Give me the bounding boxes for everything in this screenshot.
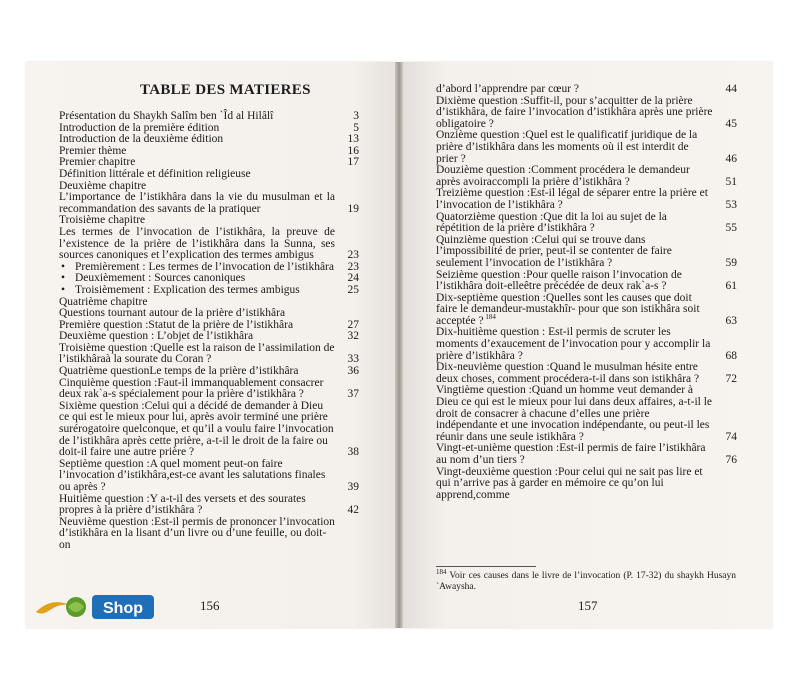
toc-entry-title: Deuxième question : L’objet de l’istikhâra	[59, 330, 254, 343]
toc-entry	[436, 235, 737, 270]
toc-entry-title: Dix-neuvième question :Quand le musulman hésite entre deux choses, comment procédera-t-il dans son istikhâra ?	[436, 361, 700, 385]
toc-entry-title: Huitième question :Y a-t-il des versets et des sourates propres à la prière d’istikhâra ?	[59, 492, 306, 517]
toc-entry-title: Quinzième question :Celui qui se trouve dans l’impossibilité de prier, peut-il se contenter de faire seulement l’invocation de l’istikhâra ?	[436, 233, 672, 269]
toc-entry	[59, 343, 359, 366]
toc-entry-page: 19	[347, 202, 359, 215]
toc-entry	[436, 362, 737, 385]
toc-entry-page: 36	[347, 365, 359, 378]
toc-entry	[436, 327, 737, 362]
toc-entry-page: 33	[347, 353, 359, 366]
left-toc-list	[59, 111, 359, 552]
toc-entry-title: Définition littérale et définition religieuse	[59, 167, 251, 180]
toc-entry	[59, 459, 359, 494]
toc-entry-title: Douzième question :Comment procédera le demandeur après avoiraccompli la prière d’istikhâra ?	[436, 164, 690, 188]
toc-entry-title: Cinquième question :Faut-il immanquablement consacrer deux rak`a-s spécialement pour la prière d’istikhâra ?	[59, 376, 324, 401]
toc-entry	[59, 517, 359, 552]
toc-entry-page: 24	[347, 272, 359, 285]
toc-entry	[59, 378, 359, 401]
toc-entry	[59, 169, 359, 181]
toc-entry-page: 42	[347, 504, 359, 517]
toc-entry-title: Quatrième chapitre	[59, 295, 148, 308]
toc-entry-page: 68	[725, 349, 737, 362]
toc-entry-page: 61	[725, 280, 737, 293]
toc-entry-page: 37	[347, 388, 359, 401]
toc-entry-page: 13	[347, 133, 359, 146]
footnote-ref: 184	[483, 313, 496, 322]
toc-entry-title: Onzième question :Quel est le qualificatif juridique de la prière d’istikhâra dans les moments où il est interdit de prier ?	[436, 129, 698, 165]
toc-entry-page: 45	[725, 117, 737, 130]
toc-entry-title: • Troisièmement : Explication des termes ambigus	[75, 283, 300, 296]
toc-entry-title: Première question :Statut de la prière de l’istikhâra	[59, 318, 294, 331]
toc-entry-page: 59	[725, 256, 737, 269]
toc-entry-title: Vingt-et-unième question :Est-il permis de faire l’istikhâra au nom d’un tiers ?	[436, 442, 706, 466]
toc-entry-title: Introduction de la deuxième édition	[59, 133, 224, 146]
toc-entry-page: 3	[353, 110, 359, 122]
toc-entry-title: Septième question :A quel moment peut-on faire l’invocation d’istikhâra,est-ce avant les salutations finales ou après ?	[59, 457, 326, 493]
toc-entry-title: Vingtième question :Quand un homme veut demander à Dieu ce qui est le mieux pour lui dans deux affaires, a-t-il le droit de consacrer à chacune d’elles une prière indépendante et une invocation indépendante, ou peut-il les réunir dans une seule istikhâra ?	[436, 384, 713, 443]
toc-entry	[436, 84, 737, 96]
toc-entry-page: 63	[725, 314, 737, 327]
footnote	[436, 567, 736, 593]
toc-entry-page: 53	[725, 198, 737, 211]
toc-entry-title: L’importance de l’istikhâra dans la vie du musulman et la recommandation des savants de la pratiquer	[59, 191, 335, 215]
toc-entry-title: • Deuxièmement : Sources canoniques	[75, 272, 246, 285]
toc-entry	[436, 293, 737, 328]
toc-entry-title: Treizième question :Est-il légal de séparer entre la prière et l’invocation de l’istikhâra ?	[436, 187, 708, 211]
right-page-number: 157	[578, 598, 598, 613]
toc-entry-page: 23	[347, 260, 359, 273]
toc-entry-page: 32	[347, 330, 359, 343]
toc-entry	[59, 192, 359, 215]
toc-entry-page: 76	[725, 454, 737, 466]
toc-entry	[59, 308, 359, 320]
toc-entry	[59, 227, 359, 262]
toc-entry-title: Introduction de la première édition	[59, 121, 220, 134]
toc-entry-page: 51	[725, 175, 737, 188]
right-toc-list	[436, 84, 737, 501]
toc-entry-title: • Premièrement : Les termes de l’invocation de l’istikhâra	[75, 260, 334, 273]
toc-entry-title: Troisième chapitre	[59, 214, 146, 227]
toc-entry-page: 38	[347, 446, 359, 459]
book-gutter	[395, 62, 403, 628]
toc-entry	[436, 467, 737, 502]
toc-entry-title: Troisième question :Quelle est la raison de l’assimilation de l’istikhâraà la sourate du Coran ?	[59, 341, 335, 366]
footnote-rule	[436, 566, 536, 567]
toc-entry-title: Dix-huitième question : Est-il permis de scruter les moments d’exaucement de l’invocation pour y accomplir la prière d’istikhâra ?	[436, 326, 711, 362]
shop-logo	[32, 592, 192, 622]
toc-entry-title: Quatrième questionLe temps de la prière d’istikhâra	[59, 365, 299, 378]
left-page-number: 156	[200, 598, 220, 613]
toc-entry	[59, 285, 359, 297]
toc-entry-page: 5	[353, 121, 359, 134]
toc-entry-title: d’abord l’apprendre par cœur ?	[436, 83, 580, 95]
toc-entry-title: Sixième question :Celui qui a décidé de demander à Dieu ce qui est le mieux pour lui, après avoir terminé une prière surérogatoire quelconque, et qu’il a voulu faire l’invocation de l’istikhâra après cette prière, a-t-il le droit de la faire ou doit-il faire une autre prière ?	[59, 399, 334, 459]
toc-entry-page: 46	[725, 152, 737, 165]
toc-entry-title: Premier chapitre	[59, 156, 136, 169]
toc-entry-title: Seizième question :Pour quelle raison l’invocation de l’istikhâra doit-elleêtre précédée de deux rak`a-s ?	[436, 268, 682, 293]
toc-entry-title: Vingt-deuxième question :Pour celui qui ne sait pas lire et qui n’arrive pas à garder en mémoire ce qu’on lui apprend,comme	[436, 465, 703, 501]
toc-entry-page: 72	[725, 372, 737, 385]
toc-entry	[436, 188, 737, 211]
logo-text: Shop	[103, 600, 143, 617]
toc-entry-page: 74	[725, 430, 737, 443]
toc-entry-title: Quatorzième question :Que dit la loi au sujet de la répétition de la prière d’istikhâra ?	[436, 210, 667, 235]
toc-entry	[59, 366, 359, 378]
toc-entry-page: 39	[347, 481, 359, 493]
toc-entry	[436, 270, 737, 293]
toc-entry-title: Dixième question :Suffit-il, pour s’acquitter de la prière d’istikhâra, de faire l’invocation d’istikhâra après une prière obligatoire ?	[436, 94, 713, 130]
toc-entry	[436, 96, 737, 131]
toc-entry-page: 16	[347, 144, 359, 157]
toc-entry-title: Présentation du Shaykh Salîm ben `Îd al Hilâlî	[59, 110, 274, 122]
toc-entry-title: Questions tournant autour de la prière d’istikhâra	[59, 307, 286, 320]
toc-entry	[59, 401, 359, 459]
toc-entry-page: 27	[347, 318, 359, 331]
toc-entry-title: Premier thème	[59, 144, 127, 157]
toc-entry-page: 23	[347, 249, 359, 262]
toc-entry	[436, 165, 737, 188]
toc-entry-title: Deuxième chapitre	[59, 179, 147, 192]
toc-heading: TABLE DES MATIERES	[140, 82, 311, 98]
toc-entry	[59, 111, 359, 123]
toc-entry	[59, 494, 359, 517]
toc-entry-page: 17	[347, 156, 359, 169]
toc-entry-title: Les termes de l’invocation de l’istikhâra, la preuve de l’existence de la prière de l’istikhâra dans la Sunna, ses sources canoniques et l’explication des termes ambigus	[59, 225, 335, 262]
toc-entry	[436, 443, 737, 466]
toc-entry	[436, 130, 737, 165]
toc-entry-title: Dix-septième question :Quelles sont les causes que doit faire le demandeur-mustakhîr- pour que son istikhâra soit acceptée ? $^{184}$	[436, 291, 700, 327]
toc-entry-page: 44	[725, 83, 737, 95]
footnote-number: 184	[436, 567, 447, 576]
toc-entry	[436, 212, 737, 235]
toc-entry-page: 55	[725, 222, 737, 235]
toc-entry	[436, 385, 737, 443]
toc-entry-page: 25	[347, 283, 359, 296]
footnote-text: Voir ces causes dans le livre de l’invocation (P. 17-32) du shaykh Husayn `Awaysha.	[436, 571, 736, 592]
toc-entry-title: Neuvième question :Est-il permis de prononcer l’invocation d’istikhâra en la lisant d’un livre ou d’une feuille, ou doit-on	[59, 515, 335, 551]
